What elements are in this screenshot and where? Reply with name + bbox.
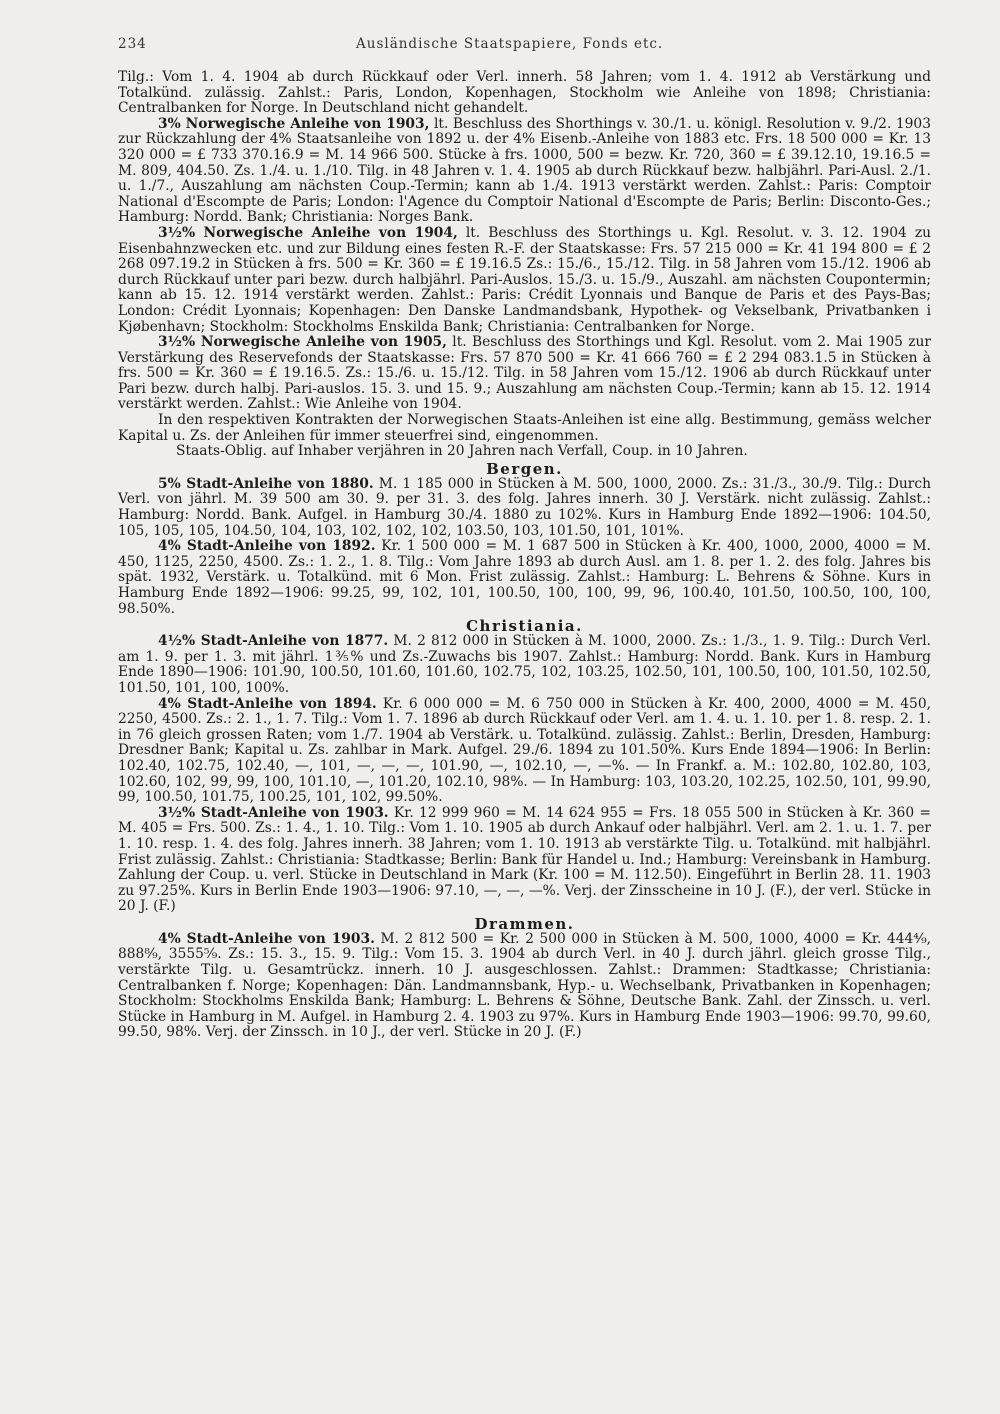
entry-text: lt. Beschluss des Storthings und Kgl. Resolut. vom 2. Mai 1905 zur Verstärkung des Reservefonds der Staatskasse: Frs. 57 870 500 = Kr. 41 666 760 = £ 2 294 083.1.5 in Stücken à frs. 500 = Kr. 360 = £ 19.16.5. Zs.: 15./6. u. 15./12. Tilg. in 58 Jahren vom 15./12. 1906 ab durch Rückkauf unter Pari bezw. durch halbj. Pari-auslos. 15. 3. und 15. 9.; Auszahlung am nächsten Coup.-Termin; kann ab 15. 12. 1914 verstärkt werden. Zahlst.: Wie Anleihe von 1904. xyxy=(118,334,931,413)
page-number: 234 xyxy=(118,36,147,52)
entry-text: Kr. 12 999 960 = M. 14 624 955 = Frs. 18 055 500 in Stücken à Kr. 360 = M. 405 = Frs. 500. Zs.: 1. 4., 1. 10. Tilg.: Vom 1. 10. 1905 ab durch Ankauf oder halbjährl. Verl. am 2. 1. u. 1. 7. per 1. 10. resp. 1. 4. des folg. Jahres innerh. 38 Jahren; vom 1. 10. 1913 ab verstärkte Tilg. u. Totalkünd. mit halbjährl. Frist zulässig. Zahlst.: Christiania: Stadtkasse; Berlin: Bank für Handel u. Ind.; Hamburg: Vereinsbank in Hamburg. Zahlung der Coup. u. verl. Stücke in Deutschland in Mark (Kr. 100 = M. 112.50). Eingeführt in Berlin 28. 11. 1903 zu 97.25%. Kurs in Berlin Ende 1903—1906: 97.10, —, —, —%. Verj. der Zinsscheine in 10 J. (F.), der verl. Stücke in 20 J. (F.) xyxy=(118,804,931,915)
section-heading-christiania: Christiania. xyxy=(466,617,583,636)
entry-christiania-1877 xyxy=(118,634,931,696)
paragraph-verjaehrung xyxy=(118,444,931,460)
entry-bergen-1880 xyxy=(118,477,931,539)
entry-heading: 3½% Stadt-Anleihe von 1903. xyxy=(158,804,389,821)
entry-heading: 3½% Norwegische Anleihe von 1904, xyxy=(158,224,458,241)
paragraph-text: Staats-Oblig. auf Inhaber verjähren in 20 Jahren nach Verfall, Coup. in 10 Jahren. xyxy=(176,443,748,460)
entry-bergen-1892 xyxy=(118,539,931,617)
paragraph-continuation xyxy=(118,70,931,117)
entry-norwegische-anleihe-1904 xyxy=(118,226,931,335)
paragraph-text: In den respektiven Kontrakten der Norwegischen Staats-Anleihen ist eine allg. Bestimmung, gemäss welcher Kapital u. Zs. der Anleihen für immer steuerfrei sind, eingenommen. xyxy=(118,412,931,444)
entry-norwegische-anleihe-1905 xyxy=(118,335,931,413)
section-heading-drammen: Drammen. xyxy=(474,914,575,933)
entry-heading: 3% Norwegische Anleihe von 1903, xyxy=(158,115,430,132)
section-heading-bergen: Bergen. xyxy=(486,459,563,478)
entry-heading: 4½% Stadt-Anleihe von 1877. xyxy=(158,633,389,650)
entry-text: lt. Beschluss des Storthings u. Kgl. Resolut. v. 3. 12. 1904 zu Eisenbahnzwecken etc. und zur Bildung eines festen R.-F. der Staatskasse: Frs. 57 215 000 = Kr. 41 194 800 = £ 2 268 097.19.2 in Stücken à frs. 500 = Kr. 360 = £ 19.16.5 Zs.: 15./6., 15./12. Tilg. in 58 Jahren vom 15./12. 1906 ab durch Rückkauf unter pari bezw. durch halbjährl. Pari-Auslos. 15./3. u. 15./9., Auszahl. am nächsten Coupontermin; kann ab 15. 12. 1914 verstärkt werden. Zahlst.: Paris: Crédit Lyonnais und Banque de Paris et des Pays-Bas; London: Crédit Lyonnais; Kopenhagen: Den Danske Landmandsbank, Hypothek- og Vekselbank, Privatbanken i Kjøbenhavn; Stockholm: Stockholms Enskilda Bank; Christiania: Centralbanken for Norge. xyxy=(118,224,931,335)
entry-christiania-1894 xyxy=(118,697,931,806)
entry-heading: 4% Stadt-Anleihe von 1903. xyxy=(158,930,375,947)
entry-drammen-1903 xyxy=(118,932,931,1041)
paragraph-text: Tilg.: Vom 1. 4. 1904 ab durch Rückkauf oder Verl. innerh. 58 Jahren; vom 1. 4. 1912 ab Verstärkung und Totalkünd. zulässig. Zahlst.: Paris, London, Kopenhagen, Stockholm wie Anleihe von 1898; Christiania: Centralbanken for Norge. In Deutschland nicht gehandelt. xyxy=(118,69,931,117)
paragraph-steuerfrei xyxy=(118,413,931,444)
page-body xyxy=(118,70,931,1041)
entry-text: lt. Beschluss des Shorthings v. 30./1. u. königl. Resolution v. 9./2. 1903 zur Rückzahlung der 4% Staatsanleihe von 1892 u. der 4% Eisenb.-Anleihe von 1883 etc. Frs. 18 500 000 = Kr. 13 320 000 = £ 733 370.16.9 = M. 14 966 500. Stücke à frs. 1000, 500 = bezw. Kr. 720, 360 = £ 39.12.10, 19.16.5 = M. 809, 404.50. Zs. 1./4. u. 1./10. Tilg. in 48 Jahren v. 1. 4. 1905 ab durch Rückkauf bezw. halbjährl. Pari-Ausl. 2./1. u. 1./7., Auszahlung am nächsten Coup.-Termin; kann ab 1./4. 1913 verstärkt werden. Zahlst.: Paris: Comptoir National d'Escompte de Paris; London: l'Agence du Comptoir National d'Escompte de Paris; Berlin: Disconto-Ges.; Hamburg: Nordd. Bank; Christiania: Norges Bank. xyxy=(118,115,931,226)
entry-text: M. 2 812 500 = Kr. 2 500 000 in Stücken à M. 500, 1000, 4000 = Kr. 444⁴⁄₉, 888⁸⁄₉, 3555⁵⁄₉. Zs.: 15. 3., 15. 9. Tilg.: Vom 15. 3. 1904 ab durch Verl. in 40 J. durch jährl. gleich grosse Tilg., verstärkte Tilg. u. Gesamtrückz. innerh. 10 J. ausgeschlossen. Zahlst.: Drammen: Stadtkasse; Christiania: Centralbanken f. Norge; Kopenhagen: Dän. Landmannsbank, Hyp.- u. Wechselbank, Privatbanken in Kopenhagen; Stockholm: Stockholms Enskilda Bank; Hamburg: L. Behrens & Söhne, Deutsche Bank. Zahl. der Zinssch. u. verl. Stücke in Hamburg in M. Aufgel. in Hamburg 2. 4. 1903 zu 97%. Kurs in Hamburg Ende 1903—1906: 99.70, 99.60, 99.50, 98%. Verj. der Zinssch. in 10 J., der verl. Stücke in 20 J. (F.) xyxy=(118,930,932,1041)
page-header xyxy=(118,36,934,56)
entry-christiania-1903 xyxy=(118,806,931,915)
entry-text: M. 2 812 000 in Stücken à M. 1000, 2000. Zs.: 1./3., 1. 9. Tilg.: Durch Verl. am 1. 9. per 1. 3. mit jährl. 1⅗% und Zs.-Zuwachs bis 1907. Zahlst.: Hamburg: Nordd. Bank. Kurs in Hamburg Ende 1890—1906: 101.90, 100.50, 101.60, 101.60, 102.75, 102, 103.25, 102.50, 101, 100.50, 100, 101.50, 102.50, 101.50, 101, 100, 100%. xyxy=(118,633,931,696)
entry-heading: 5% Stadt-Anleihe von 1880. xyxy=(158,475,374,492)
entry-text: Kr. 1 500 000 = M. 1 687 500 in Stücken à Kr. 400, 1000, 2000, 4000 = M. 450, 1125, 2250, 4500. Zs.: 1. 2., 1. 8. Tilg.: Vom Jahre 1893 ab durch Ausl. am 1. 8. per 1. 2. des folg. Jahres bis spät. 1932, Verstärk. u. Totalkünd. mit 6 Mon. Frist zulässig. Zahlst.: Hamburg: L. Behrens & Söhne. Kurs in Hamburg Ende 1892—1906: 99.25, 99, 102, 101, 100.50, 100, 100, 99, 96, 100.40, 101.50, 100.50, 100, 100, 98.50%. xyxy=(118,538,932,617)
entry-heading: 4% Stadt-Anleihe von 1892. xyxy=(158,538,376,555)
entry-text: M. 1 185 000 in Stücken à M. 500, 1000, 2000. Zs.: 31./3., 30./9. Tilg.: Durch Verl. von jährl. M. 39 500 am 30. 9. per 31. 3. des folg. Jahres innerh. 30 J. Verstärk. nicht zulässig. Zahlst.: Hamburg: Nordd. Bank. Aufgel. in Hamburg 30./4. 1880 zu 102%. Kurs in Hamburg Ende 1892—1906: 104.50, 105, 105, 105, 104.50, 104, 103, 102, 102, 102, 103.50, 103, 101.50, 101, 101%. xyxy=(118,475,931,539)
entry-heading: 4% Stadt-Anleihe von 1894. xyxy=(158,695,377,712)
entry-text: Kr. 6 000 000 = M. 6 750 000 in Stücken à Kr. 400, 2000, 4000 = M. 450, 2250, 4500. Zs.: 2. 1., 1. 7. Tilg.: Vom 1. 7. 1896 ab durch Rückkauf oder Verl. am 1. 4. u. 1. 10. per 1. 8. resp. 2. 1. in 76 gleich grossen Raten; vom 1./7. 1904 ab Verstärk. u. Totalkünd. zulässig. Zahlst.: Berlin, Dresden, Hamburg: Dresdner Bank; Kapital u. Zs. zahlbar in Mark. Aufgel. 29./6. 1894 zu 101.50%. Kurs Ende 1894—1906: In Berlin: 102.40, 102.75, 102.40, —, 101, —, —, —, 101.90, —, 102.10, —, —%. — In Frankf. a. M.: 102.80, 102.80, 103, 102.60, 102, 99, 99, 100, 101.10, —, 101.20, 102.10, 98%. — In Hamburg: 103, 103.20, 102.25, 102.50, 101, 99.90, 99, 100.50, 101.75, 100.25, 101, 102, 99.50%. xyxy=(118,695,931,806)
entry-norwegische-anleihe-1903 xyxy=(118,117,931,226)
running-title: Ausländische Staatspapiere, Fonds etc. xyxy=(356,36,664,52)
entry-heading: 3½% Norwegische Anleihe von 1905, xyxy=(158,334,447,351)
